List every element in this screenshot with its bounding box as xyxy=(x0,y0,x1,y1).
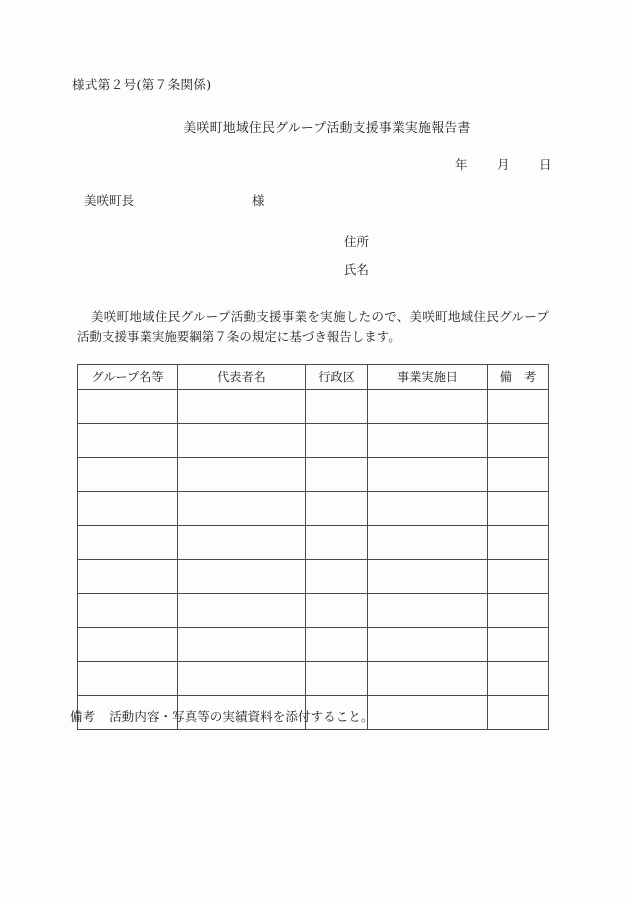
table-cell[interactable] xyxy=(368,390,488,424)
year-label: 年 xyxy=(455,157,468,172)
table-cell[interactable] xyxy=(368,628,488,662)
table-cell[interactable] xyxy=(178,628,306,662)
table-cell[interactable] xyxy=(78,560,178,594)
table-cell[interactable] xyxy=(368,424,488,458)
table-cell[interactable] xyxy=(488,492,549,526)
table-cell[interactable] xyxy=(488,390,549,424)
table-cell[interactable] xyxy=(178,560,306,594)
table-cell[interactable] xyxy=(306,594,368,628)
table-cell[interactable] xyxy=(306,560,368,594)
table-cell[interactable] xyxy=(78,458,178,492)
table-cell[interactable] xyxy=(178,458,306,492)
table-cell[interactable] xyxy=(78,526,178,560)
table-cell[interactable] xyxy=(368,560,488,594)
table-cell[interactable] xyxy=(306,526,368,560)
table-cell[interactable] xyxy=(488,628,549,662)
table-row xyxy=(78,560,549,594)
footnote-text: 活動内容・写真等の実績資料を添付すること。 xyxy=(109,709,374,724)
footnote-label: 備考 xyxy=(70,709,96,724)
table-header-row xyxy=(78,365,549,390)
addressee-line xyxy=(84,191,265,209)
applicant-address-row xyxy=(344,228,369,256)
applicant-address-label: 住所 xyxy=(344,234,370,249)
table-cell[interactable] xyxy=(368,594,488,628)
day-label: 日 xyxy=(539,157,552,172)
applicant-block xyxy=(344,228,369,284)
table-cell[interactable] xyxy=(488,560,549,594)
month-label: 月 xyxy=(497,157,510,172)
table-cell[interactable] xyxy=(178,662,306,696)
addressee-honorific: 様 xyxy=(252,193,265,208)
table-cell[interactable] xyxy=(78,628,178,662)
table-cell[interactable] xyxy=(78,492,178,526)
footnote xyxy=(70,707,374,725)
table-cell[interactable] xyxy=(368,492,488,526)
table-cell[interactable] xyxy=(306,424,368,458)
report-table xyxy=(77,364,549,730)
report-table-wrapper xyxy=(77,364,548,730)
table-cell[interactable] xyxy=(78,662,178,696)
form-number: 様式第２号(第７条関係) xyxy=(72,77,212,92)
table-cell[interactable] xyxy=(368,526,488,560)
table-header-cell: 行政区 xyxy=(306,365,368,390)
table-row xyxy=(78,526,549,560)
table-header-cell: 代表者名 xyxy=(178,365,306,390)
table-header-cell: 事業実施日 xyxy=(368,365,488,390)
applicant-name-label: 氏名 xyxy=(344,262,370,277)
table-cell[interactable] xyxy=(78,390,178,424)
table-cell[interactable] xyxy=(178,390,306,424)
table-header-cell: グループ名等 xyxy=(78,365,178,390)
table-cell[interactable] xyxy=(78,594,178,628)
date-line xyxy=(455,155,552,173)
table-cell[interactable] xyxy=(488,424,549,458)
document-title: 美咲町地域住民グループ活動支援事業実施報告書 xyxy=(183,121,471,136)
applicant-name-row xyxy=(344,256,369,284)
table-cell[interactable] xyxy=(178,424,306,458)
table-cell[interactable] xyxy=(306,628,368,662)
table-cell[interactable] xyxy=(306,492,368,526)
report-table-body xyxy=(78,390,549,730)
table-cell[interactable] xyxy=(488,696,549,730)
table-cell[interactable] xyxy=(368,458,488,492)
table-cell[interactable] xyxy=(488,526,549,560)
table-cell[interactable] xyxy=(178,526,306,560)
table-cell[interactable] xyxy=(178,594,306,628)
table-row xyxy=(78,628,549,662)
table-row xyxy=(78,492,549,526)
table-row xyxy=(78,594,549,628)
table-cell[interactable] xyxy=(488,458,549,492)
addressee-recipient: 美咲町長 xyxy=(84,193,135,208)
body-paragraph: 美咲町地域住民グループ活動支援事業を実施したので、美咲町地域住民グループ活動支援事業実施要綱第７条の規定に基づき報告します。 xyxy=(77,309,549,344)
table-row xyxy=(78,424,549,458)
table-cell[interactable] xyxy=(368,662,488,696)
table-row xyxy=(78,458,549,492)
table-cell[interactable] xyxy=(306,662,368,696)
table-cell[interactable] xyxy=(488,662,549,696)
table-cell[interactable] xyxy=(488,594,549,628)
table-row xyxy=(78,662,549,696)
table-cell[interactable] xyxy=(78,424,178,458)
table-cell[interactable] xyxy=(306,458,368,492)
table-row xyxy=(78,390,549,424)
table-header-cell: 備 考 xyxy=(488,365,549,390)
table-cell[interactable] xyxy=(368,696,488,730)
table-cell[interactable] xyxy=(178,492,306,526)
table-cell[interactable] xyxy=(306,390,368,424)
